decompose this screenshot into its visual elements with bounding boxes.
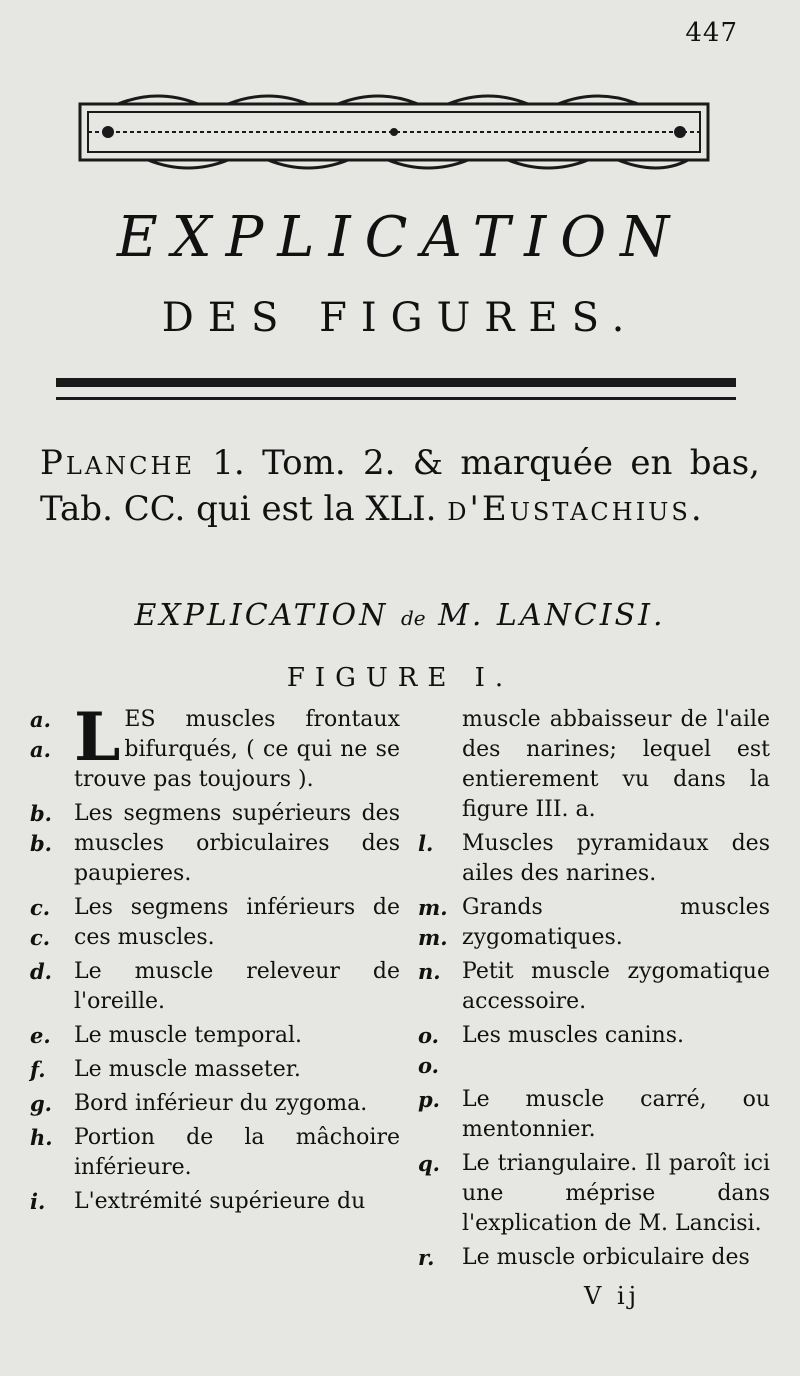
entry-text: L'extrémité supérieure du [74,1189,366,1214]
entry-text: Les segmens inférieurs de ces muscles. [74,895,400,950]
entry-text: Petit muscle zygomatique accessoire. [462,959,770,1014]
drop-cap: L [74,698,121,776]
list-item [30,1021,400,1051]
entry-text [74,698,400,795]
entry-text: Les muscles canins. [462,1023,684,1048]
entry-text: muscle abbaisseur de l'aile des narines; lequel est entierement vu dans la figure III. a. [462,707,770,822]
left-column [30,698,400,1221]
list-item [30,1123,400,1183]
list-item [418,1021,770,1081]
explication-heading [0,598,800,633]
plate-lead: Planche [40,443,195,483]
entry-text-body: ES muscles frontaux bifurqués, ( ce qui ne se trouve pas toujours ). [74,707,400,792]
entry-key: a. a. [30,707,51,762]
list-item [418,705,770,825]
entry-key: c. c. [30,895,51,950]
entry-key: n. [418,959,441,984]
entry-text: Le muscle releveur de l'oreille. [74,959,400,1014]
list-item [30,893,400,953]
entry-key: g. [30,1091,52,1116]
entry-key: d. [30,959,52,984]
entry-text: Portion de la mâchoire inférieure. [74,1125,400,1180]
list-item [30,957,400,1017]
entry-text: Le muscle temporal. [74,1023,303,1048]
entry-key: r. [418,1245,435,1270]
decorative-headpiece [78,92,710,174]
list-item [30,1187,400,1217]
figure-heading: FIGURE I. [286,663,514,693]
list-item [30,799,400,889]
right-column [418,705,770,1277]
list-item [418,829,770,889]
list-item [418,957,770,1017]
signature-mark: V ij [584,1282,641,1310]
entry-key [418,705,462,825]
list-item [418,1243,770,1273]
rule-thick [56,378,736,387]
explication-heading-part2: de [400,606,426,630]
entry-text: Le triangulaire. Il paroît ici une méprise dans l'explication de M. Lancisi. [462,1151,770,1236]
rule-thin [56,397,736,400]
explication-heading-part3: M. LANCISI. [438,598,666,633]
list-item [418,1085,770,1145]
list-item [30,1055,400,1085]
plate-text: 1. Tom. 2. & marquée en bas, Tab. CC. qui est la XLI. [40,443,760,529]
main-title: EXPLICATION [116,205,684,270]
entry-key: p. [418,1087,440,1112]
list-item [418,893,770,953]
explication-heading-part1: EXPLICATION [134,598,389,633]
entry-key: e. [30,1023,51,1048]
list-item [30,1089,400,1119]
entry-key: m. m. [418,895,448,950]
entry-key: i. [30,1189,46,1214]
entry-key: l. [418,831,434,856]
entry-text: Le muscle carré, ou mentonnier. [462,1087,770,1142]
list-item [418,1149,770,1239]
entry-text: Grands muscles zygomatiques. [462,895,770,950]
entry-key: q. [418,1151,440,1176]
entry-text: Muscles pyramidaux des ailes des narines. [462,831,770,886]
plate-description [40,440,760,532]
entry-text: Les segmens supérieurs des muscles orbiculaires des paupieres. [74,801,400,886]
list-item [30,698,400,795]
entry-text: Le muscle masseter. [74,1057,301,1082]
page-number: 447 [685,18,738,48]
entry-key: h. [30,1125,53,1150]
sub-title: DES FIGURES. [161,295,639,341]
entry-text: Le muscle orbiculaire des [462,1245,750,1270]
entry-text: Bord inférieur du zygoma. [74,1091,368,1116]
entry-key: f. [30,1057,46,1082]
entry-key: o. o. [418,1023,439,1078]
entry-key: b. b. [30,801,52,856]
plate-author: d'Eustachius. [447,489,705,529]
